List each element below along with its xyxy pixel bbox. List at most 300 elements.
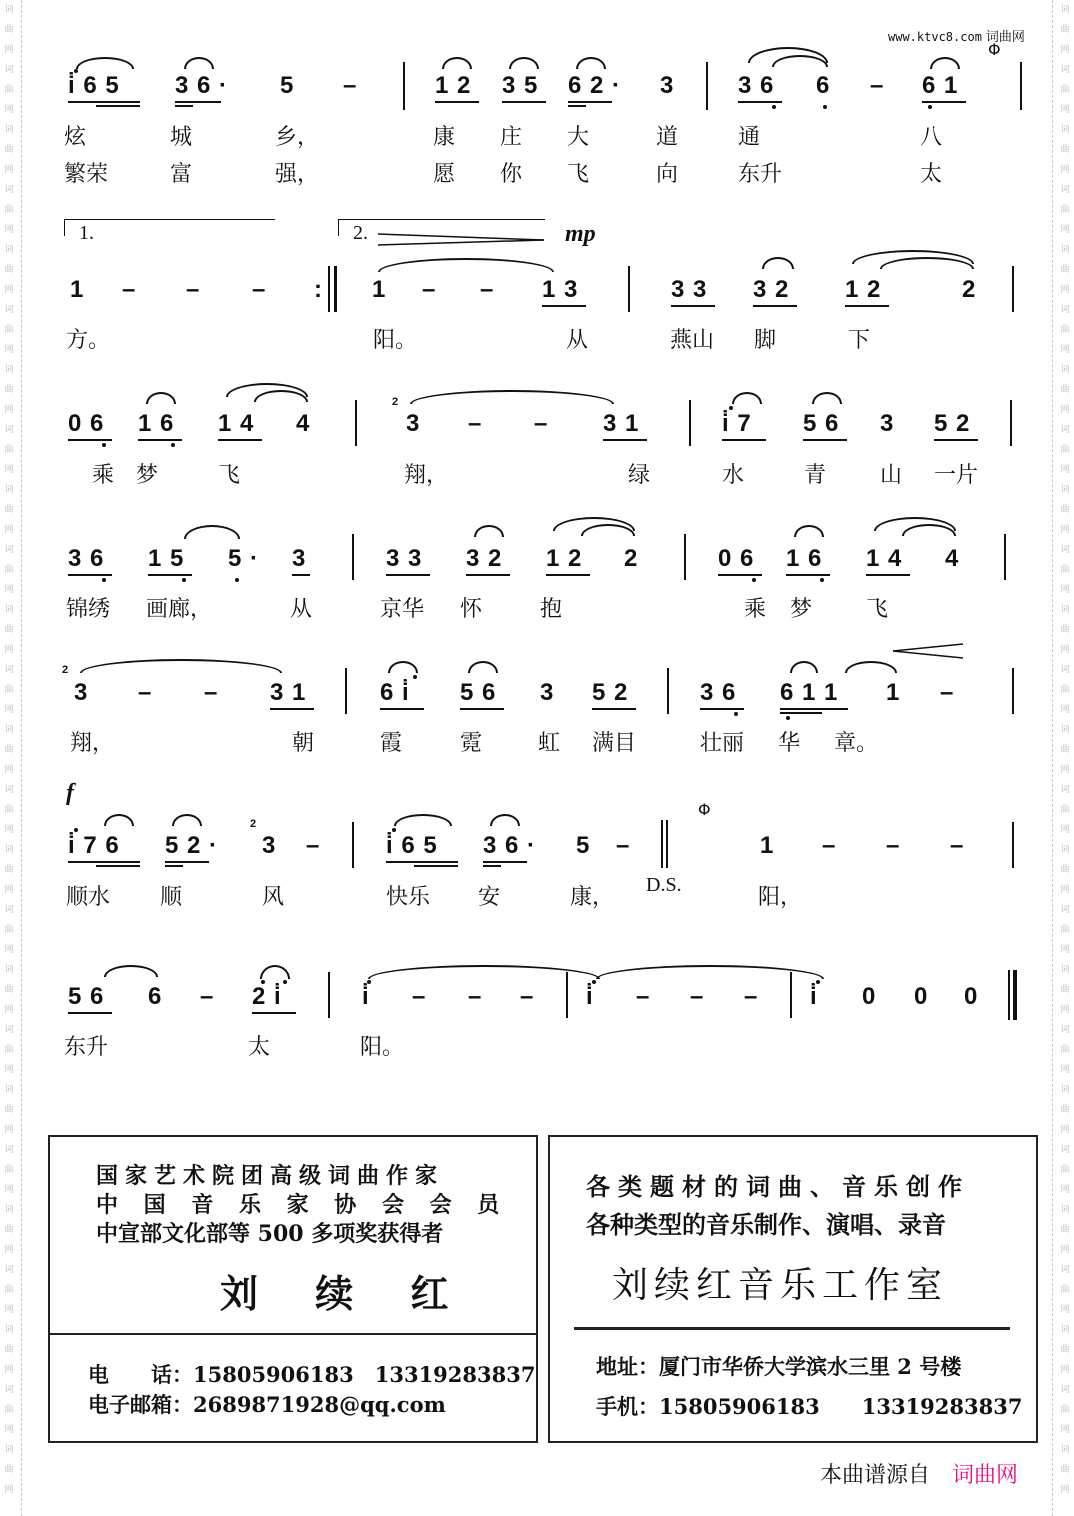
underline <box>671 305 715 307</box>
watermark-char: 词 <box>4 965 14 975</box>
watermark-char: 网 <box>1060 105 1070 115</box>
underline <box>845 305 889 307</box>
note-group: 1 5 <box>148 545 185 572</box>
lyric: 风 <box>262 885 285 910</box>
watermark-char: 网 <box>1060 825 1070 835</box>
watermark-char: 词 <box>4 1205 14 1215</box>
lyric: 一片 <box>934 463 979 488</box>
note-group: 5 2 <box>934 410 971 437</box>
watermark-char: 词 <box>4 245 14 255</box>
watermark-char: 词 <box>1060 1445 1070 1455</box>
lyric: 快乐 <box>386 885 431 910</box>
slur <box>388 661 418 673</box>
lyric: 东升 <box>64 1035 109 1060</box>
watermark-char: 曲 <box>4 865 14 875</box>
watermark-char: 网 <box>4 105 14 115</box>
watermark-char: 网 <box>4 1485 14 1495</box>
note-group: 3 2 <box>753 276 790 303</box>
right-dashed-border <box>1052 0 1053 1516</box>
watermark-char: 网 <box>4 165 14 175</box>
lyric: 飞 <box>218 463 241 488</box>
watermark-char: 词 <box>4 1265 14 1275</box>
watermark-char: 曲 <box>4 1465 14 1475</box>
lyric: 翔， <box>70 731 115 756</box>
site-watermark <box>888 26 1025 45</box>
watermark-char: 网 <box>1060 705 1070 715</box>
barline <box>689 400 691 446</box>
lyric: 炫 <box>64 125 87 150</box>
watermark-char: 网 <box>1060 465 1070 475</box>
note: 3 <box>880 410 895 437</box>
watermark-char: 网 <box>1060 405 1070 415</box>
note: 6 <box>816 72 831 99</box>
watermark-char: 词 <box>4 365 14 375</box>
lyric: 锦绣 <box>66 597 111 622</box>
watermark-char: 网 <box>1060 345 1070 355</box>
lyric: 康 <box>433 125 456 150</box>
barline <box>667 668 669 714</box>
slur <box>172 814 202 826</box>
note-group: 0 6 <box>68 410 105 437</box>
lyric: 绿 <box>628 463 651 488</box>
source-credit <box>820 1458 1018 1489</box>
card-service-line: 各类题材的词曲、音乐创作 <box>586 1173 970 1201</box>
watermark-char: 网 <box>1060 525 1070 535</box>
watermark-char: 词 <box>1060 125 1070 135</box>
dash: – <box>822 832 837 859</box>
watermark-char: 曲 <box>1060 205 1070 215</box>
lyric: 画廊， <box>146 597 213 622</box>
note-group: 6 1 1 <box>780 679 839 706</box>
dash: – <box>306 832 321 859</box>
barline <box>628 266 630 312</box>
lyric: 青 <box>804 463 827 488</box>
lyric: 梦 <box>790 597 813 622</box>
dash: – <box>412 983 427 1010</box>
note-group: 1 2 <box>845 276 882 303</box>
watermark-char: 词 <box>1060 665 1070 675</box>
note-group: 1 6 <box>786 545 823 572</box>
watermark-char: 词 <box>1060 485 1070 495</box>
watermark-char: 网 <box>4 1305 14 1315</box>
lyric: 满目 <box>592 731 637 756</box>
watermark-char: 曲 <box>4 805 14 815</box>
watermark-char: 词 <box>4 5 14 15</box>
watermark-char: 曲 <box>4 1165 14 1175</box>
rest: 0 <box>914 983 929 1010</box>
grace-note: 2 <box>62 664 69 676</box>
low-octave-dot <box>182 578 186 582</box>
note: 3 <box>262 832 277 859</box>
watermark-char: 词 <box>4 1445 14 1455</box>
lyric: 顺 <box>160 885 183 910</box>
watermark-char: 网 <box>4 1185 14 1195</box>
underline <box>803 439 847 441</box>
watermark-char: 曲 <box>4 625 14 635</box>
slur <box>474 525 504 537</box>
note-group: 3 5 <box>502 72 539 99</box>
note-group: 6 i̇ <box>380 679 410 706</box>
underline <box>738 101 782 103</box>
note-group: 3 6 · <box>175 72 229 99</box>
dash: – <box>468 410 483 437</box>
slur <box>576 57 606 69</box>
volta-label: 2. <box>353 222 368 244</box>
note-group: 3 2 <box>466 545 503 572</box>
underline <box>292 574 310 576</box>
lyric: 向 <box>656 162 679 187</box>
lyric: 飞 <box>567 162 590 187</box>
repeat-dots: : <box>314 276 323 303</box>
tie <box>410 390 614 404</box>
lyric: 下 <box>848 328 871 353</box>
watermark-site: 词曲网 <box>985 30 1025 45</box>
watermark-char: 词 <box>4 785 14 795</box>
watermark-char: 词 <box>4 1025 14 1035</box>
left-watermark-strip <box>2 0 16 1516</box>
low-octave-dot <box>820 578 824 582</box>
watermark-char: 词 <box>1060 1385 1070 1395</box>
dash: – <box>204 679 219 706</box>
underline <box>138 439 182 441</box>
underline <box>68 439 112 441</box>
underline <box>466 574 510 576</box>
watermark-char: 网 <box>1060 1245 1070 1255</box>
low-octave-dot <box>752 578 756 582</box>
note-group: 5 6 <box>803 410 840 437</box>
watermark-char: 曲 <box>1060 865 1070 875</box>
underline <box>603 439 647 441</box>
lyric: 城 <box>170 125 193 150</box>
lyric: 方。 <box>66 328 111 353</box>
underline <box>218 439 262 441</box>
lyric: 怀 <box>460 597 483 622</box>
barline <box>328 972 330 1018</box>
barline <box>355 400 357 446</box>
watermark-char: 词 <box>4 1385 14 1395</box>
watermark-char: 曲 <box>1060 925 1070 935</box>
watermark-char: 词 <box>1060 245 1070 255</box>
underline <box>483 865 501 867</box>
note: 5 <box>280 72 295 99</box>
lyric: 强， <box>275 162 320 187</box>
watermark-char: 词 <box>4 665 14 675</box>
watermark-char: 词 <box>4 125 14 135</box>
watermark-char: 词 <box>1060 1025 1070 1035</box>
slur <box>260 965 290 979</box>
watermark-char: 网 <box>1060 585 1070 595</box>
watermark-char: 词 <box>1060 305 1070 315</box>
watermark-char: 曲 <box>4 445 14 455</box>
underline <box>753 305 797 307</box>
watermark-char: 曲 <box>4 85 14 95</box>
watermark-char: 网 <box>4 1065 14 1075</box>
lyric: 繁荣 <box>64 162 109 187</box>
watermark-char: 网 <box>1060 225 1070 235</box>
low-octave-dot <box>734 712 738 716</box>
card-title-line: 中 国 音 乐 家 协 会 会 员 <box>96 1192 509 1218</box>
watermark-char: 网 <box>4 345 14 355</box>
studio-address: 地址：厦门市华侨大学滨水三里 2 号楼 <box>596 1354 962 1379</box>
watermark-char: 曲 <box>1060 1225 1070 1235</box>
lyric: 翔， <box>404 463 449 488</box>
watermark-char: 词 <box>1060 965 1070 975</box>
dash: – <box>343 72 358 99</box>
underline <box>68 1012 112 1014</box>
watermark-char: 网 <box>1060 1005 1070 1015</box>
watermark-char: 曲 <box>4 265 14 275</box>
watermark-char: 词 <box>4 905 14 915</box>
note: 1 <box>70 276 85 303</box>
lyric: 燕山 <box>670 328 715 353</box>
watermark-char: 曲 <box>1060 1405 1070 1415</box>
lyric: 太 <box>920 162 943 187</box>
watermark-char: 网 <box>4 45 14 55</box>
note-group: 3 3 <box>671 276 708 303</box>
watermark-char: 曲 <box>1060 1465 1070 1475</box>
watermark-char: 词 <box>1060 905 1070 915</box>
note: 3 <box>74 679 89 706</box>
card-title-line: 中宣部文化部等 500 多项奖获得者 <box>96 1221 444 1247</box>
high-octave-dot <box>413 675 417 679</box>
lyric: 水 <box>722 463 745 488</box>
note-group: 6 1 <box>922 72 959 99</box>
lyric: 壮丽 <box>700 731 745 756</box>
watermark-char: 网 <box>4 885 14 895</box>
barline <box>1020 62 1022 110</box>
watermark-char: 曲 <box>4 1225 14 1235</box>
underline <box>68 861 140 863</box>
note: 4 <box>296 410 311 437</box>
lyric: 京华 <box>380 597 425 622</box>
watermark-char: 曲 <box>4 205 14 215</box>
note-group: 1 2 <box>546 545 583 572</box>
note: i̇ <box>586 983 594 1010</box>
watermark-char: 曲 <box>1060 1105 1070 1115</box>
dash: – <box>636 983 651 1010</box>
watermark-char: 曲 <box>4 565 14 575</box>
note-group: 5 · <box>228 545 260 572</box>
watermark-char: 曲 <box>1060 625 1070 635</box>
lyric: 山 <box>880 463 903 488</box>
watermark-char: 网 <box>1060 285 1070 295</box>
watermark-char: 曲 <box>1060 805 1070 815</box>
note: 6 <box>148 983 163 1010</box>
slur <box>394 814 452 826</box>
watermark-char: 词 <box>1060 545 1070 555</box>
note: i̇ <box>810 983 818 1010</box>
watermark-char: 曲 <box>1060 385 1070 395</box>
composer-card <box>48 1135 538 1443</box>
underline <box>502 101 546 103</box>
note-group: 3 6 · <box>483 832 537 859</box>
watermark-char: 曲 <box>1060 85 1070 95</box>
note: 3 <box>292 545 307 572</box>
barline <box>1012 668 1014 714</box>
underline <box>483 861 527 863</box>
underline <box>546 574 590 576</box>
coda-icon: Φ <box>988 40 1001 59</box>
watermark-char: 词 <box>4 185 14 195</box>
lyric: 阳。 <box>360 1035 405 1060</box>
barline <box>1012 822 1014 868</box>
slur <box>442 57 472 69</box>
watermark-char: 词 <box>4 485 14 495</box>
watermark-char: 网 <box>4 645 14 655</box>
dash: – <box>138 679 153 706</box>
note-group: i̇ 7 <box>722 410 752 437</box>
low-octave-dot <box>102 443 106 447</box>
tie <box>378 258 554 272</box>
note-group: 3 3 <box>386 545 423 572</box>
volta-label: 1. <box>79 222 94 244</box>
watermark-char: 词 <box>1060 5 1070 15</box>
lyric: 华 <box>778 731 801 756</box>
note: 2 <box>624 545 639 572</box>
watermark-char: 词 <box>1060 65 1070 75</box>
note: i̇ <box>362 983 370 1010</box>
watermark-char: 词 <box>4 1325 14 1335</box>
double-barline <box>661 820 663 868</box>
dash: – <box>122 276 137 303</box>
lyric: 朝 <box>292 731 315 756</box>
underline <box>270 708 314 710</box>
watermark-char: 曲 <box>4 745 14 755</box>
watermark-char: 词 <box>1060 605 1070 615</box>
lyric: 道 <box>656 125 679 150</box>
watermark-char: 曲 <box>1060 445 1070 455</box>
slur <box>146 392 176 404</box>
note: 3 <box>406 410 421 437</box>
composer-name: 刘 续 红 <box>220 1271 471 1316</box>
watermark-char: 曲 <box>1060 265 1070 275</box>
watermark-char: 词 <box>4 425 14 435</box>
barline <box>352 534 354 580</box>
note-group: 3 1 <box>270 679 307 706</box>
watermark-char: 网 <box>4 285 14 295</box>
barline <box>1010 400 1012 446</box>
note-group: 3 1 <box>603 410 640 437</box>
watermark-char: 网 <box>1060 1425 1070 1435</box>
note-group: 1 6 <box>138 410 175 437</box>
watermark-char: 网 <box>4 1245 14 1255</box>
source-site-link[interactable]: 词曲网 <box>952 1463 1019 1488</box>
watermark-char: 网 <box>4 1005 14 1015</box>
watermark-char: 词 <box>4 545 14 555</box>
watermark-char: 曲 <box>1060 1345 1070 1355</box>
low-octave-dot <box>171 443 175 447</box>
watermark-char: 网 <box>4 705 14 715</box>
underline <box>934 439 978 441</box>
lyric: 抱 <box>540 597 563 622</box>
note-group: 2 i̇ <box>252 983 282 1010</box>
underline <box>722 439 766 441</box>
watermark-char: 网 <box>1060 945 1070 955</box>
note-group: 5 6 <box>460 679 497 706</box>
watermark-char: 词 <box>1060 725 1070 735</box>
lyric: 阳。 <box>373 328 418 353</box>
note-group: 1 2 <box>435 72 472 99</box>
watermark-char: 词 <box>4 1145 14 1155</box>
watermark-char: 曲 <box>4 1345 14 1355</box>
watermark-char: 词 <box>1060 1085 1070 1095</box>
watermark-char: 曲 <box>4 145 14 155</box>
lyric: 梦 <box>136 463 159 488</box>
watermark-char: 网 <box>1060 45 1070 55</box>
note-group: 6 2 · <box>568 72 622 99</box>
tie <box>80 659 282 673</box>
barline <box>345 668 347 714</box>
underline <box>780 708 848 710</box>
note-group: 5 6 <box>68 983 105 1010</box>
watermark-url: www.ktvc8.com <box>888 30 982 44</box>
dash: – <box>870 72 885 99</box>
dash: – <box>480 276 495 303</box>
underline <box>386 861 458 863</box>
repeat-barline <box>334 266 337 312</box>
watermark-char: 曲 <box>1060 1045 1070 1055</box>
lyric: 八 <box>920 125 943 150</box>
lyric: 乘 <box>744 597 767 622</box>
underline <box>866 574 910 576</box>
watermark-char: 词 <box>1060 1205 1070 1215</box>
rest: 0 <box>964 983 979 1010</box>
dash: – <box>534 410 549 437</box>
note-group: 3 6 <box>738 72 775 99</box>
underline <box>922 101 966 103</box>
slur <box>790 661 818 673</box>
watermark-char: 网 <box>1060 885 1070 895</box>
watermark-char: 网 <box>1060 1365 1070 1375</box>
dash: – <box>940 679 955 706</box>
phone-numbers: 电 话：15805906183 13319283837 <box>88 1362 536 1387</box>
lyric: 阳， <box>758 885 803 910</box>
low-octave-dot <box>823 105 827 109</box>
dash: – <box>616 832 631 859</box>
barline <box>706 62 708 110</box>
slur <box>104 814 134 826</box>
note-group: 3 6 <box>700 679 737 706</box>
barline <box>1004 534 1006 580</box>
lyric: 通 <box>738 125 761 150</box>
lyric: 富 <box>170 162 193 187</box>
dash: – <box>468 983 483 1010</box>
watermark-char: 曲 <box>4 325 14 335</box>
dash: – <box>422 276 437 303</box>
underline <box>435 101 479 103</box>
left-dashed-border <box>21 0 22 1516</box>
lyric: 顺水 <box>66 885 111 910</box>
underline <box>68 101 140 103</box>
note-group: 5 2 · <box>165 832 219 859</box>
underline <box>252 1012 296 1014</box>
note-group: 0 6 <box>718 545 755 572</box>
lyric: 飞 <box>866 597 889 622</box>
underline <box>568 105 586 107</box>
watermark-char: 网 <box>4 405 14 415</box>
coda-icon: Φ <box>698 800 711 819</box>
underline <box>718 574 762 576</box>
underline <box>380 708 424 710</box>
watermark-char: 词 <box>4 725 14 735</box>
watermark-char: 词 <box>1060 365 1070 375</box>
watermark-char: 词 <box>1060 1325 1070 1335</box>
watermark-char: 曲 <box>4 1405 14 1415</box>
underline <box>96 105 140 107</box>
lyric: 康， <box>570 885 615 910</box>
watermark-char: 网 <box>1060 1125 1070 1135</box>
underline <box>568 101 612 103</box>
